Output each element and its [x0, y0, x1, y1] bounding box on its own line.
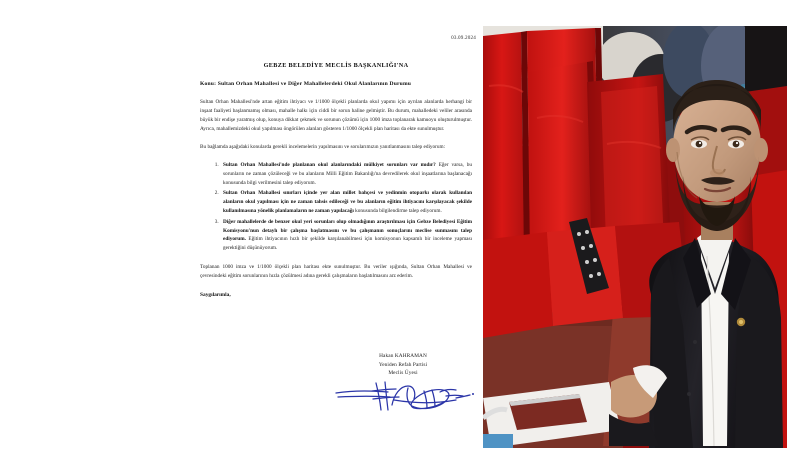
list-item-bold: Sultan Orhan Mahallesi'nde planlanan okul alanlarındaki mülkiyet sorunları var mıdır? [223, 162, 436, 169]
list-item-bold: Diğer mahallelerde de benzer okul yeri sorunları olup olmadığının araştırılması için Gebze Belediyesi Eğitim Komisyonu'nun detaylı bir çalışma başlatmasını ve bu çalışmanın sonuçlarını meclise sunmasını talep ediyorum. [223, 218, 472, 243]
list-item [220, 161, 472, 188]
document-body [200, 62, 472, 298]
handwritten-signature-icon [328, 379, 478, 413]
list-item-rest: Eğer varsa, bu sorunların ne zaman çözüleceği ve bu alanların Milli Eğitim Bakanlığı'na devredilerek okul inşaatlarına başlanacağı konusunda bilgi verilmesini talep ediyorum. [223, 162, 472, 186]
document-heading: GEBZE BELEDİYE MECLİS BAŞKANLIĞI'NA [263, 62, 409, 69]
list-item-bold: Sultan Orhan Mahallesi sınırları içinde yer alan millet bahçesi ve yedinmin otoparkı olarak kullanılan alanların okul yapılması için ne zaman tahsis edileceği ve bu alanların eğitim ihtiyacını karşılayacak şekilde kullanılmasına yönelik planlamaların ne zaman yapılacağı [223, 190, 472, 215]
document-request-list [200, 161, 472, 253]
list-item [220, 218, 472, 254]
signature-block [328, 352, 478, 413]
list-item [220, 189, 472, 216]
signer-title: Meclis Üyesi [388, 370, 418, 377]
signer-party: Yeniden Refah Partisi [378, 361, 428, 368]
document-subject-line: Konu: Sultan Orhan Mahallesi ve Diğer Mahallelerdeki Okul Alanlarının Durumu [200, 81, 412, 87]
document-regards: Saygılarımla, [200, 292, 231, 299]
list-item-rest: konusunda bilgilendirme talep ediyorum. [353, 208, 442, 215]
list-item-rest: Eğitim ihtiyacının hızlı bir şekilde karşılanabilmesi için komisyonun kapsamlı bir inceleme yapması gerektiğini düşünüyorum. [223, 236, 472, 252]
document-paragraph-1: Sultan Orhan Mahallesi'nde artan eğitim ihtiyacı ve 1/1000 ölçekli planlarda okul yapımı için ayrılan alanlarda herhangi bir inşaat faaliyeti başlanmamış olması, mahalle halkı için ciddi bir sorun haline gelmiştir. Bu durum, mahalledeki veliler arasında büyük bir endişe yaratmış olup, konuya dikkat çekmek ve sorunun çözümü için 1000 imza toplanarak kamuoyu oluşturulmuştur. Ayrıca, mahallemizdeki okul yapılması öngörülen alanları gösteren 1/1000 ölçekli plan haritası da ekte sunulmuştur. [200, 99, 472, 133]
document-closing-paragraph: Toplanan 1000 imza ve 1/1000 ölçekli plan haritası ekte sunulmuştur. Bu veriler ışığında, Sultan Orhan Mahallesi ve çevresindeki eğitim sorunlarının hızla çözülmesi adına gerekli çalışmaların başlatılmasını arz ederim. [200, 264, 472, 280]
document-date: 03.09.2024 [451, 35, 476, 41]
signer-name: Hakan KAHRAMAN [379, 353, 427, 359]
council-member-photo [483, 26, 787, 448]
document-paragraph-2: Bu bağlamda aşağıdaki konularda gerekli incelemelerin yapılmasını ve sorularımızın yanıtlanmasını talep ediyorum: [200, 144, 446, 151]
scanned-document [188, 0, 484, 450]
